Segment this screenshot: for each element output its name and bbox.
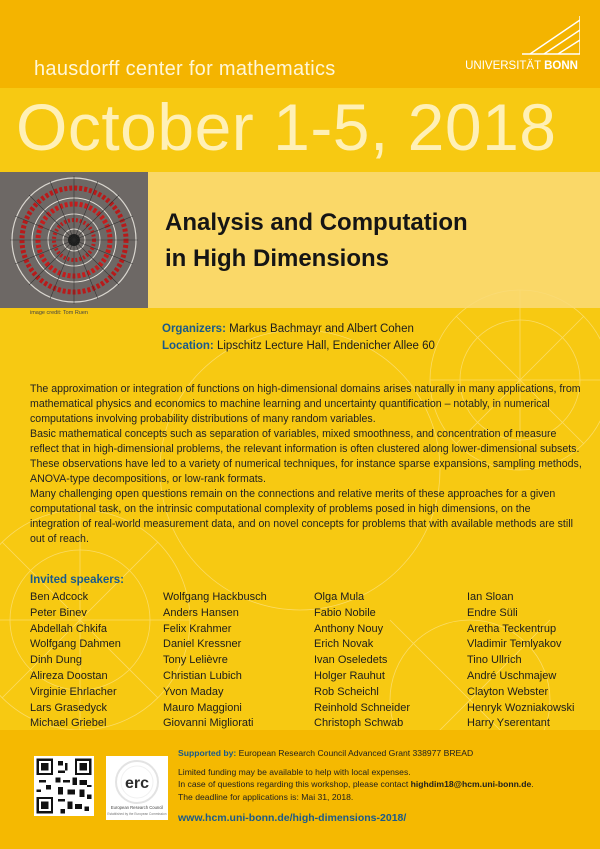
speaker-name: Ivan Oseledets bbox=[314, 654, 388, 667]
erc-logo-text: erc bbox=[124, 775, 150, 792]
speaker-name: Rob Scheichl bbox=[314, 685, 379, 698]
speaker-name: Michael Griebel bbox=[30, 717, 107, 730]
abstract-paragraph-1: The approximation or integration of functions on high-dimensional domains arises naturally in many applications, from mathematical physics and economics to machine learning and uncertainty quantification – notably, in numerical computations involving probability distributions of many random variables. bbox=[30, 383, 581, 426]
speaker-name: Yvon Maday bbox=[163, 685, 224, 698]
speakers-column-1 bbox=[30, 590, 121, 732]
speaker-name: Wolfgang Dahmen bbox=[30, 638, 121, 651]
speaker-name: Giovanni Migliorati bbox=[163, 717, 254, 730]
contact-email[interactable]: highdim18@hcm.uni-bonn.de bbox=[410, 779, 532, 789]
polytope-artwork bbox=[0, 172, 148, 308]
speakers-column-2 bbox=[163, 590, 267, 732]
hcm-logo: hausdorff center for mathematics bbox=[34, 58, 336, 80]
supported-text: European Research Council Advanced Grant 338977 BREAD bbox=[238, 748, 474, 758]
speaker-name: Anthony Nouy bbox=[314, 622, 384, 635]
bonn-name: BONN bbox=[544, 60, 578, 72]
speaker-name: Tino Ullrich bbox=[467, 654, 522, 667]
speakers-column-3 bbox=[314, 590, 410, 732]
speaker-name: Wolfgang Hackbusch bbox=[163, 591, 267, 603]
event-title bbox=[165, 205, 585, 277]
bonn-logo-icon bbox=[522, 16, 580, 56]
organizers-label: Organizers: bbox=[162, 323, 226, 335]
organizers-block bbox=[162, 321, 435, 355]
abstract bbox=[30, 382, 582, 548]
speaker-name: Virginie Ehrlacher bbox=[30, 685, 117, 698]
bonn-prefix: UNIVERSITÄT bbox=[465, 60, 541, 72]
erc-logo-sub: European Research Council bbox=[110, 805, 164, 810]
supported-line bbox=[178, 747, 534, 760]
event-date: October 1-5, 2018 bbox=[16, 90, 557, 164]
qr-code[interactable] bbox=[34, 756, 94, 816]
polytope-artwork-image bbox=[0, 172, 148, 308]
location-label: Location: bbox=[162, 340, 214, 352]
speaker-name: Anders Hansen bbox=[163, 606, 239, 619]
organizers-line bbox=[162, 321, 435, 338]
speaker-name: Daniel Kressner bbox=[163, 638, 242, 651]
speaker-name: Reinhold Schneider bbox=[314, 701, 411, 714]
speaker-name: Endre Süli bbox=[467, 606, 518, 619]
location-value: Lipschitz Lecture Hall, Endenicher Allee 60 bbox=[216, 340, 435, 352]
deadline-note: The deadline for applications is: Mai 31, 2018. bbox=[178, 791, 354, 802]
speaker-name: Alireza Doostan bbox=[30, 669, 108, 682]
workshop-url[interactable]: www.hcm.uni-bonn.de/high-dimensions-2018/ bbox=[178, 812, 407, 824]
speaker-name: André Uschmajew bbox=[467, 669, 557, 682]
speaker-name: Holger Rauhut bbox=[314, 669, 385, 682]
speaker-name: Ian Sloan bbox=[467, 591, 514, 603]
speaker-name: Aretha Teckentrup bbox=[467, 622, 557, 635]
erc-logo bbox=[106, 756, 168, 820]
erc-logo-sub2: Established by the European Commission bbox=[107, 812, 167, 816]
speaker-name: Abdellah Chkifa bbox=[30, 622, 108, 635]
speaker-name: Olga Mula bbox=[314, 591, 365, 603]
funding-note: Limited funding may be available to help with local expenses. bbox=[178, 766, 411, 777]
speaker-name: Peter Binev bbox=[30, 606, 87, 619]
location-line bbox=[162, 338, 435, 355]
organizers-names: Markus Bachmayr and Albert Cohen bbox=[229, 323, 414, 335]
speakers-heading: Invited speakers: bbox=[30, 574, 124, 586]
image-credit: image credit: Tom Ruen bbox=[30, 310, 88, 316]
event-title-line1: Analysis and Computation bbox=[165, 209, 468, 236]
support-block bbox=[178, 747, 534, 803]
speaker-name: Lars Grasedyck bbox=[30, 701, 108, 714]
bonn-logo-text bbox=[465, 60, 578, 72]
speaker-name: Fabio Nobile bbox=[314, 606, 376, 619]
speaker-name: Clayton Webster bbox=[467, 685, 549, 698]
speaker-name: Felix Krahmer bbox=[163, 622, 232, 635]
event-title-line2: in High Dimensions bbox=[165, 245, 390, 272]
speaker-name: Henryk Wozniakowski bbox=[467, 701, 575, 714]
erc-logo-image bbox=[106, 756, 168, 820]
university-bonn-logo bbox=[430, 16, 580, 74]
speaker-name: Vladimir Temlyakov bbox=[467, 638, 562, 651]
speaker-name: Dinh Dung bbox=[30, 654, 82, 667]
speaker-name: Erich Novak bbox=[314, 638, 374, 651]
abstract-paragraph-3: Many challenging open questions remain on the connections and relative merits of these approaches for a given computational task, on the intrinsic computational complexity of problems posed in high dimensions, on the integration of real-world measurement data, and on novel concepts for problems that with available methods are still out of reach. bbox=[30, 488, 573, 546]
speaker-name: Mauro Maggioni bbox=[163, 701, 242, 714]
speakers-column-4 bbox=[467, 590, 574, 732]
speaker-name: Christian Lubich bbox=[163, 669, 242, 682]
speaker-name: Christoph Schwab bbox=[314, 717, 404, 730]
abstract-paragraph-2: Basic mathematical concepts such as separation of variables, mixed smoothness, and concentration of measure reflect that in high-dimensional problems, the relevant information is often clustered along lower-dimensional subsets. These observations have led to a variety of numerical techniques, for instance sparse expansions, sampling methods, ANOVA-type decompositions, or low-rank formats. bbox=[30, 428, 582, 486]
speaker-name: Ben Adcock bbox=[30, 591, 89, 603]
speaker-name: Harry Yserentant bbox=[467, 717, 550, 730]
contact-line: In case of questions regarding this workshop, please contact highdim18@hcm.uni-bonn.de. bbox=[178, 779, 534, 789]
contact-text: In case of questions regarding this workshop, please contact bbox=[178, 779, 409, 789]
supported-label: Supported by: bbox=[178, 748, 237, 758]
speaker-name: Tony Lelièvre bbox=[163, 654, 228, 667]
